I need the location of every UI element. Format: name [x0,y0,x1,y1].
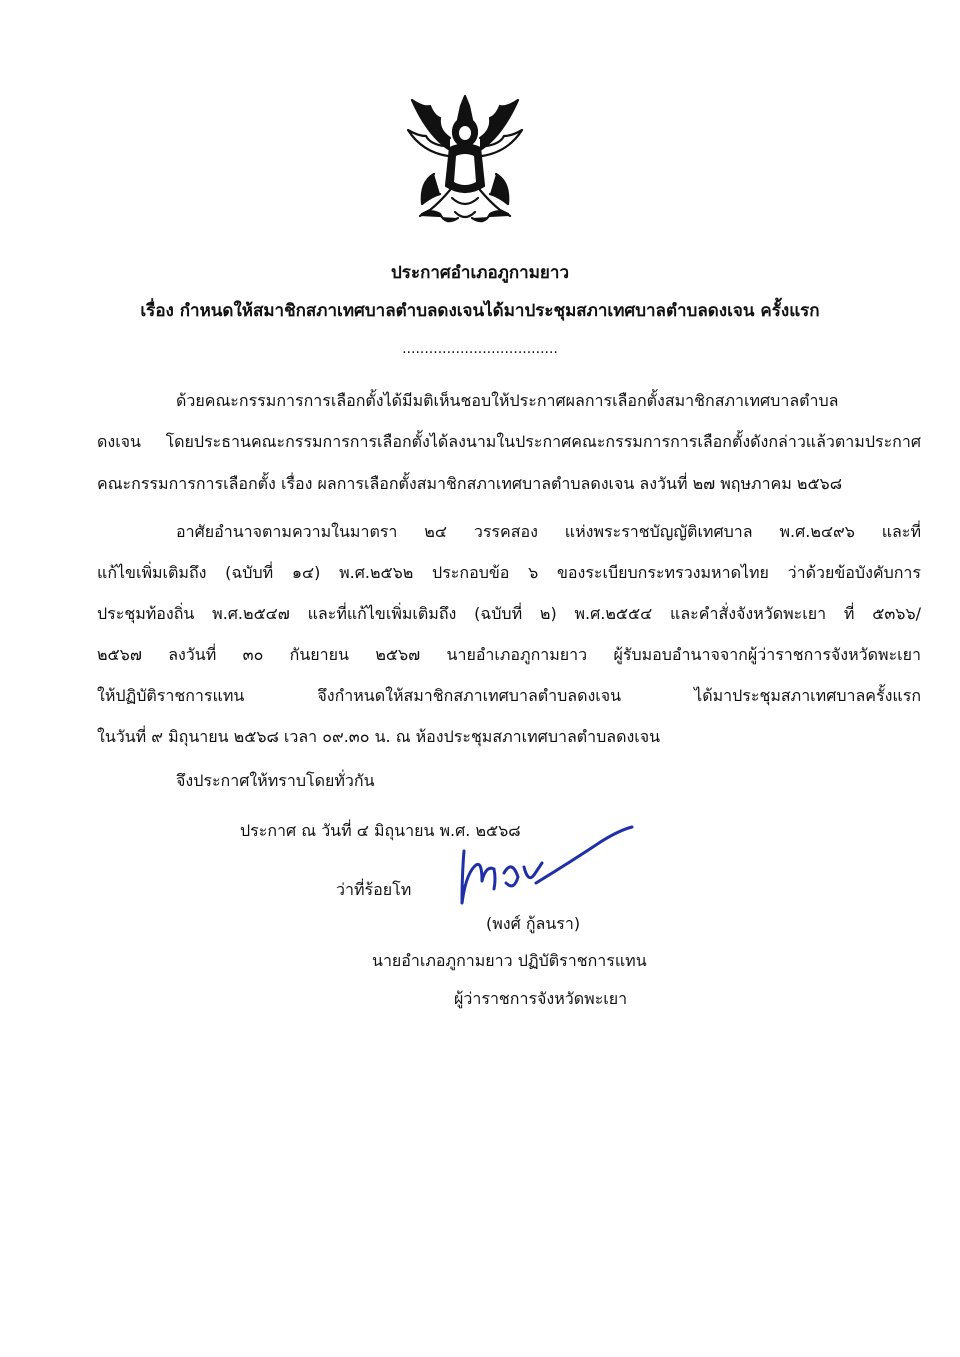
signature-icon [452,825,642,910]
paragraph-2-line-3: ประชุมท้องถิ่น พ.ศ.๒๕๔๗ และที่แก้ไขเพิ่มเติมถึง (ฉบับที่ ๒) พ.ศ.๒๕๕๔ และคำสั่งจังหวัดพะเยา ที่ ๕๓๖๖/ [97,604,921,623]
paragraph-1-line-1: ด้วยคณะกรรมการการเลือกตั้งได้มีมติเห็นชอบให้ประกาศผลการเลือกตั้งสมาชิกสภาเทศบาลตำบล [176,391,839,410]
closing-statement: จึงประกาศให้ทราบโดยทั่วกัน [176,771,375,790]
signer-rank: ว่าที่ร้อยโท [336,880,412,899]
signer-name: (พงศ์ กู้ลนรา) [486,914,581,933]
paragraph-2-line-1: อาศัยอำนาจตามความในมาตรา ๒๔ วรรคสอง แห่งพระราชบัญญัติเทศบาล พ.ศ.๒๔๙๖ และที่ [176,522,921,541]
document-subject: เรื่อง กำหนดให้สมาชิกสภาเทศบาลตำบลดงเจนได้มาประชุมสภาเทศบาลตำบลดงเจน ครั้งแรก [140,301,820,321]
paragraph-1-line-2: ดงเจน โดยประธานคณะกรรมการการเลือกตั้งได้ลงนามในประกาศคณะกรรมการการเลือกตั้งดังกล่าวแล้วตามประกาศ [97,432,921,451]
announcement-date: ประกาศ ณ วันที่ ๔ มิถุนายน พ.ศ. ๒๕๖๘ [240,821,521,840]
document-title: ประกาศอำเภอภูกามยาว [391,263,569,283]
separator-dots: ................................... [402,341,558,357]
signer-position-1: นายอำเภอภูกามยาว ปฏิบัติราชการแทน [372,951,647,970]
paragraph-2-line-6: ในวันที่ ๙ มิถุนายน ๒๕๖๘ เวลา ๐๙.๓๐ น. ณ ห้องประชุมสภาเทศบาลตำบลดงเจน [97,727,661,746]
garuda-emblem-icon [400,86,530,234]
paragraph-1-line-3: คณะกรรมการการเลือกตั้ง เรื่อง ผลการเลือกตั้งสมาชิกสภาเทศบาลตำบลดงเจน ลงวันที่ ๒๗ พฤษภาคม ๒๕๖๘ [97,474,843,493]
signer-position-2: ผู้ว่าราชการจังหวัดพะเยา [454,989,628,1008]
paragraph-2-line-4: ๒๕๖๗ ลงวันที่ ๓๐ กันยายน ๒๕๖๗ นายอำเภอภูกามยาว ผู้รับมอบอำนาจจากผู้ว่าราชการจังหวัดพะเยา [97,645,921,664]
paragraph-2-line-2: แก้ไขเพิ่มเติมถึง (ฉบับที่ ๑๔) พ.ศ.๒๕๖๒ ประกอบข้อ ๖ ของระเบียบกระทรวงมหาดไทย ว่าด้วยข้อบังคับการ [97,563,921,582]
paragraph-2-line-5: ให้ปฏิบัติราชการแทน จึงกำหนดให้สมาชิกสภาเทศบาลตำบลดงเจน ได้มาประชุมสภาเทศบาลครั้งแรก [97,686,921,705]
